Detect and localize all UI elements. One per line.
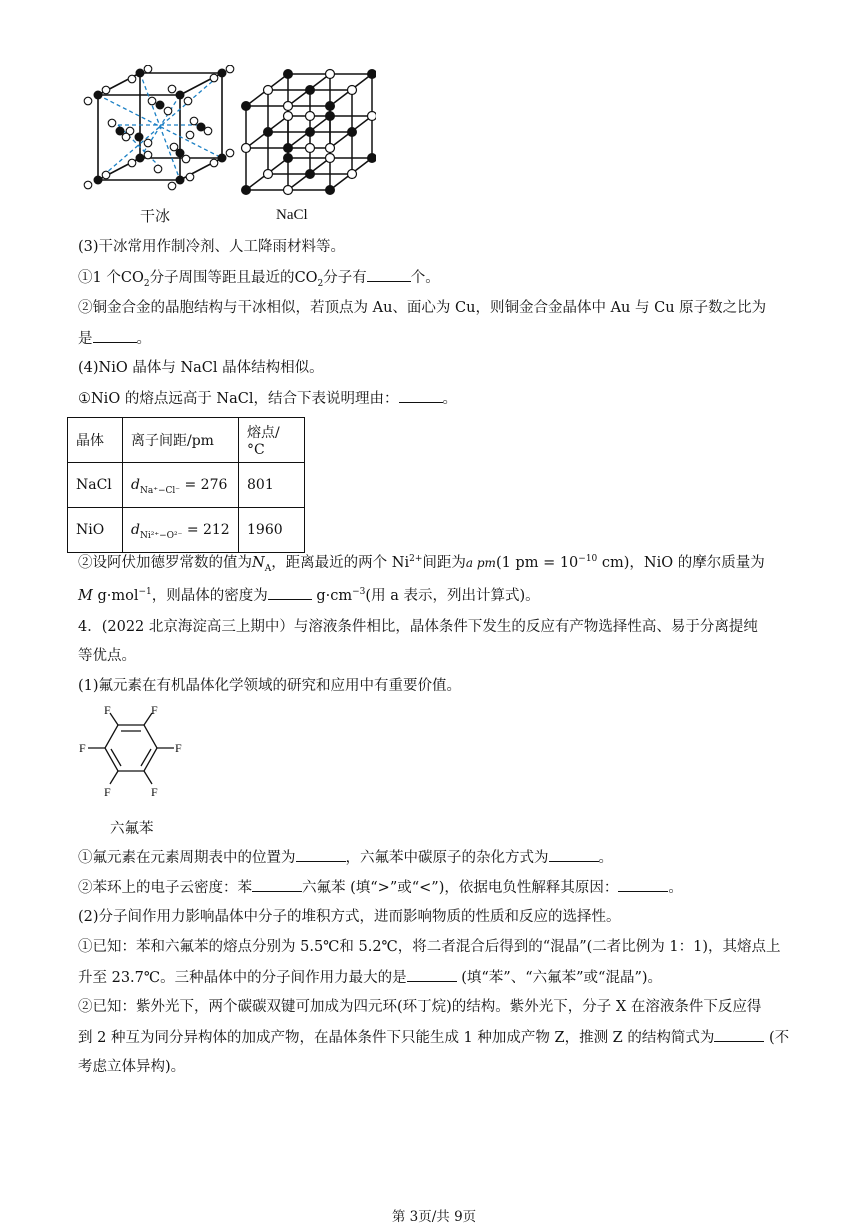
ni-charge: 2+ xyxy=(409,554,423,565)
melting-point-cell: 801 xyxy=(239,463,305,508)
avogadro-symbol: N xyxy=(252,555,265,571)
hexafluorobenzene-structure xyxy=(74,702,194,808)
p4-2-item-2-line-3: 考虑立体异构)。 xyxy=(78,1059,186,1075)
p4-2-item-2-line-2 xyxy=(78,1027,789,1048)
p4-1-item-1 xyxy=(78,847,613,868)
q3-1-text-a: ①1 个 xyxy=(78,270,121,286)
q4-2-text-e: (1 pm = 10 xyxy=(495,555,579,571)
answer-blank[interactable] xyxy=(407,967,457,982)
q3-item-2-line-2 xyxy=(78,328,151,349)
q3-1-text-b: 分子周围等距且最近的 xyxy=(149,270,295,286)
table-header-cell: 熔点/°C xyxy=(239,418,305,463)
unit-g-mol: g·mol xyxy=(92,588,139,604)
q4-title: (4)NiO 晶体与 NaCl 晶体结构相似。 xyxy=(78,360,324,376)
answer-blank[interactable] xyxy=(367,267,411,282)
distance-cell: $d_{Ni^{2+}-O^{2-}} = 212$ xyxy=(123,508,239,553)
hexafluorobenzene-caption: 六氟苯 xyxy=(110,821,154,837)
q4-item-2 xyxy=(78,553,765,573)
p4-2-1-text-b: 升至 23.7℃。三种晶体中的分子间作用力最大的是 xyxy=(78,970,407,986)
fluorine-atom: F xyxy=(104,785,111,799)
q3-item-2-line-1: ②铜金合金的晶胞结构与干冰相似，若顶点为 Au、面心为 Cu，则铜金合金晶体中 Au 与 Cu 原子数之比为 xyxy=(78,300,767,316)
p4-1-1-text-b: ，六氟苯中碳原子的杂化方式为 xyxy=(345,850,549,866)
q3-title: (3)干冰常用作制冷剂、人工降雨材料等。 xyxy=(78,239,346,255)
distance-subscript: Na⁺−Cl⁻ xyxy=(139,485,181,496)
melting-point-cell: 1960 xyxy=(239,508,305,553)
q3-item-1: ①1 个$CO_2$分子周围等距且最近的$CO_2$分子有 个。 xyxy=(78,267,440,288)
q3-2-text-c: 。 xyxy=(136,331,151,347)
crystal-cell: NiO xyxy=(68,508,123,553)
co2-formula-2: CO xyxy=(294,270,318,286)
dry-ice-structure-figure xyxy=(80,65,240,200)
fluorine-atom: F xyxy=(151,785,158,799)
unit-g-cm: g·cm xyxy=(311,588,353,604)
q4-item-2-line-2 xyxy=(78,585,540,606)
molar-mass-symbol: M xyxy=(78,588,93,604)
p4-part-2-title: (2)分子间作用力影响晶体中分子的堆积方式，进而影响物质的性质和反应的选择性。 xyxy=(78,909,621,925)
q4-2-text-f: cm)，NiO 的摩尔质量为 xyxy=(597,555,765,571)
p4-2-2-text-b: 到 2 种互为同分异构体的加成产物，在晶体条件下只能生成 1 种加成产物 Z，推测 Z 的结构简式为 xyxy=(78,1030,715,1046)
co2-formula-1: CO xyxy=(120,270,144,286)
p4-2-item-1-line-1: ①已知：苯和六氟苯的熔点分别为 5.5℃和 5.2℃，将二者混合后得到的“混晶”(二者比例为 1：1)，其熔点上 xyxy=(78,939,781,955)
q4-1-text-b: 。 xyxy=(442,391,457,407)
q4-3-text-c: ，则晶体的密度为 xyxy=(151,588,268,604)
distance-cell: $d_{Na^+-Cl^-} = 276$ xyxy=(123,463,239,508)
answer-blank[interactable] xyxy=(93,328,137,343)
p4-1-1-text-c: 。 xyxy=(598,850,613,866)
problem-4-title-line-1: 4．(2022 北京海淀高三上期中）与溶液条件相比，晶体条件下发生的反应有产物选择性高、易于分离提纯 xyxy=(78,619,758,635)
fluorine-atom: F xyxy=(175,741,182,755)
q3-2-text-b: 是 xyxy=(78,331,93,347)
answer-blank[interactable] xyxy=(296,847,346,862)
answer-blank[interactable] xyxy=(399,388,443,403)
p4-1-2-text-b: 六氟苯 (填“>”或“<”)，依据电负性解释其原因： xyxy=(302,880,619,896)
table-header-cell: 离子间距/pm xyxy=(123,418,239,463)
q3-1-text-c: 分子有 xyxy=(323,270,367,286)
exponent: −10 xyxy=(578,554,598,565)
table-row xyxy=(68,508,305,553)
nacl-structure-figure xyxy=(236,66,376,200)
dry-ice-caption: 干冰 xyxy=(140,207,171,225)
q4-1-text-a: ①NiO 的熔点远高于 NaCl，结合下表说明理由： xyxy=(78,391,399,407)
avogadro-subscript: A xyxy=(264,563,272,574)
q4-3-text-e: (用 a 表示，列出计算式)。 xyxy=(365,588,540,604)
nacl-caption: NaCl xyxy=(276,207,308,223)
q4-2-text-a: ②设阿伏加德罗常数的值为 xyxy=(78,555,252,571)
p4-1-2-text-c: 。 xyxy=(668,880,683,896)
problem-4-title-line-2: 等优点。 xyxy=(78,648,136,664)
ion-distance-table xyxy=(67,417,305,553)
fluorine-atom: F xyxy=(151,703,158,717)
p4-part-1-title: (1)氟元素在有机晶体化学领域的研究和应用中有重要价值。 xyxy=(78,678,462,694)
q3-1-text-d: 个。 xyxy=(410,270,440,286)
p4-2-item-2-line-1: ②已知：紫外光下，两个碳碳双键可加成为四元环(环丁烷)的结构。紫外光下，分子 X 在溶液条件下反应得 xyxy=(78,999,762,1015)
unit-exponent: −1 xyxy=(138,587,152,598)
answer-blank[interactable] xyxy=(252,877,302,892)
p4-2-1-text-c: (填“苯”、“六氟苯”或“混晶”)。 xyxy=(456,970,663,986)
table-row xyxy=(68,463,305,508)
p4-1-item-2 xyxy=(78,877,683,898)
q4-item-1 xyxy=(78,388,457,409)
q4-2-text-b: ，距离最近的两个 Ni xyxy=(271,555,410,571)
crystal-cell: NaCl xyxy=(68,463,123,508)
unit-exponent-2: −3 xyxy=(352,587,366,598)
distance-value: = 276 xyxy=(184,477,228,493)
fluorine-atom: F xyxy=(104,703,111,717)
page-footer: 第 3页/共 9页 xyxy=(391,1209,477,1225)
answer-blank[interactable] xyxy=(268,585,312,600)
answer-blank[interactable] xyxy=(549,847,599,862)
distance-value: = 212 xyxy=(186,522,230,538)
answer-blank[interactable] xyxy=(618,877,668,892)
p4-1-2-text-a: ②苯环上的电子云密度：苯 xyxy=(78,880,252,896)
p4-1-1-text-a: ①氟元素在元素周期表中的位置为 xyxy=(78,850,296,866)
q4-2-text-c: 间距为 xyxy=(422,555,466,571)
table-header-cell: 晶体 xyxy=(68,418,123,463)
fluorine-atom: F xyxy=(79,741,86,755)
table-header-row xyxy=(68,418,305,463)
p4-2-item-1-line-2 xyxy=(78,967,662,988)
distance-subscript: Ni²⁺−O²⁻ xyxy=(139,530,183,541)
answer-blank[interactable] xyxy=(714,1027,764,1042)
p4-2-2-text-c: (不 xyxy=(764,1030,790,1046)
distance-a: a pm xyxy=(465,556,496,570)
